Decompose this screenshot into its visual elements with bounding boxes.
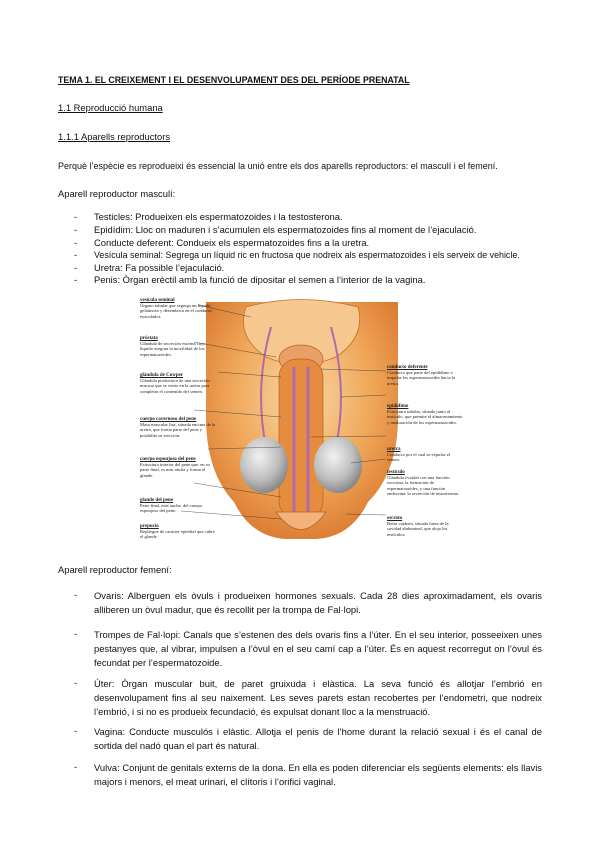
list-item: Trompes de Fal·lopi: Canals que s’estenen des dels ovaris fins a l’úter. En el seu interior, posseeixen unes pestanyes que, al vibrar, impulsen a l’òvul en el seu camí cap a l’úter. És en aquest recorregut on l’òvul és fecundat per l’espermatozoide. [94, 629, 542, 668]
label-glans [140, 498, 218, 514]
label-text: Estructura tubular, situada junto al testículo, que permite el almacenamiento y maduración de los espermatozoides. [387, 409, 463, 425]
label-vas-deferens [387, 365, 463, 386]
label-corpus-cavernosum [140, 417, 218, 438]
intro-paragraph: Perquè l’espècie es reprodueixi és essencial la unió entre els dos aparells reproductors: el masculí i el femení. [58, 161, 498, 171]
male-heading: Aparell reproductor masculí: [58, 188, 176, 199]
label-prepuce [140, 524, 218, 540]
label-head: uretra [387, 447, 401, 452]
label-head: epidídimo [387, 404, 409, 409]
list-item: Vagina: Conducte musculós i elàstic. Allotja el penis de l’home durant la relació sexual i és el canal de sortida del nadó quan el part és natural. [94, 726, 542, 751]
label-head: prepucio [140, 524, 159, 529]
penis-shaft [279, 359, 323, 519]
label-text: Glándula productora de una secreción mucosa que se vierte en la uretra para completar el contenido del semen. [140, 378, 210, 394]
label-head: testículo [387, 470, 405, 475]
page-title: TEMA 1. EL CREIXEMENT I EL DESENVOLUPAMENT DES DEL PERÍODE PRENATAL [58, 75, 410, 85]
list-item: Vesícula seminal: Segrega un líquid ric en fructosa que nodreix als espermatozoides i els serveix de vehicle. [94, 250, 520, 260]
list-item: Conducte deferent: Condueix els espermatozoides fins a la uretra. [94, 237, 370, 248]
label-text: Repliegue de carácter epitelial que cubre el glande. [140, 529, 215, 540]
label-cowper-gland [140, 373, 218, 394]
list-item: Uretra: Fa possible l’ejaculació. [94, 262, 225, 273]
list-dash: - [74, 249, 78, 260]
label-testicle [387, 470, 463, 496]
label-head: glándula de Cowper [140, 373, 184, 378]
testicle-right [314, 437, 362, 493]
list-dash: - [74, 224, 78, 235]
list-item: Vulva: Conjunt de genitals externs de la dona. En ella es poden diferenciar els següents elements: els llavis majors i menors, el meat urinari, el clítoris i l’orifici vaginal. [94, 762, 542, 787]
list-item: Epidídim: Lloc on maduren i s’acumulen els espermatozoides fins al moment de l’ejaculació. [94, 224, 477, 235]
label-head: glande del pene [140, 498, 174, 503]
label-prostate [140, 336, 218, 357]
list-dash: - [74, 274, 78, 285]
list-dash: - [74, 677, 78, 688]
label-scrotum [387, 516, 463, 537]
list-dash: - [74, 725, 78, 736]
label-text: Conducto que parte del epidídimo e impulsa los espermatozoides hacia la uretra. [387, 370, 456, 386]
label-head: próstata [140, 336, 158, 341]
list-item: Ovaris: Alberguen els òvuls i produeixen hormones sexuals. Cada 28 dies aproximadament, els ovaris alliberen un òvul madur, que és recollit per la trompa de Fal·lopi. [94, 590, 542, 615]
label-text: Conducto por el cual se expulsa el semen. [387, 452, 451, 463]
label-text: Glándula de secreción externa cuyo líquido asegura la movilidad de los espermatozoides. [140, 341, 206, 357]
list-dash: - [74, 761, 78, 772]
list-item: Penis: Òrgan erèctil amb la funció de dipositar el semen a l’interior de la vagina. [94, 274, 426, 285]
subsection-heading: 1.1.1 Aparells reproductors [58, 131, 171, 142]
label-head: escroto [387, 516, 403, 521]
male-anatomy-figure [136, 297, 466, 547]
section-heading: 1.1 Reproducció humana [58, 102, 163, 113]
female-heading: Aparell reproductor femení: [58, 564, 172, 575]
label-text: Bolsa cutánea, situada fuera de la cavidad abdominal, que aloja los testículos. [387, 521, 449, 537]
list-dash: - [74, 211, 78, 222]
list-dash: - [74, 589, 78, 600]
label-urethra [387, 447, 463, 463]
label-text: Órgano tubular que segrega un líquido gelatinoso y desemboca en el conducto eyaculador. [140, 303, 212, 319]
list-dash: - [74, 237, 78, 248]
label-epididymis [387, 404, 463, 425]
list-dash: - [74, 628, 78, 639]
label-text: Estructura interior del pene que, en su parte final, es más ancha y forma el glande. [140, 462, 210, 478]
label-text: Masa muscular lisa, situada encima de la uretra, que forma parte del pene y posibilita su erección. [140, 422, 216, 438]
label-seminal-vesicle [140, 298, 218, 319]
label-corpus-spongiosum [140, 457, 218, 478]
testicle-left [240, 437, 288, 493]
label-head: cuerpo cavernoso del pene [140, 417, 197, 422]
label-text: Parte final, más ancha, del cuerpo esponjoso del pene. [140, 503, 203, 514]
label-text: Glándula ovoidal con una función exocrina, la formación de espermatozoides, y una función endocrina, la secreción de testosterona. [387, 475, 459, 496]
label-head: conducto deferente [387, 365, 428, 370]
list-item: Testicles: Produeixen els espermatozoides i la testosterona. [94, 211, 343, 222]
list-item: Úter: Òrgan muscular buit, de paret gruixuda i elàstica. La seva funció és allotjar l’embrió en desenvolupament fins al seu naixement. Les seves parets estan recobertes per l’endometri, que nodreix l’embrió, i si no es produeix fecundació, és expulsat donant lloc a la menstruació. [94, 678, 542, 717]
list-dash: - [74, 262, 78, 273]
label-head: vesícula seminal [140, 298, 175, 303]
label-head: cuerpo esponjoso del pene [140, 457, 196, 462]
